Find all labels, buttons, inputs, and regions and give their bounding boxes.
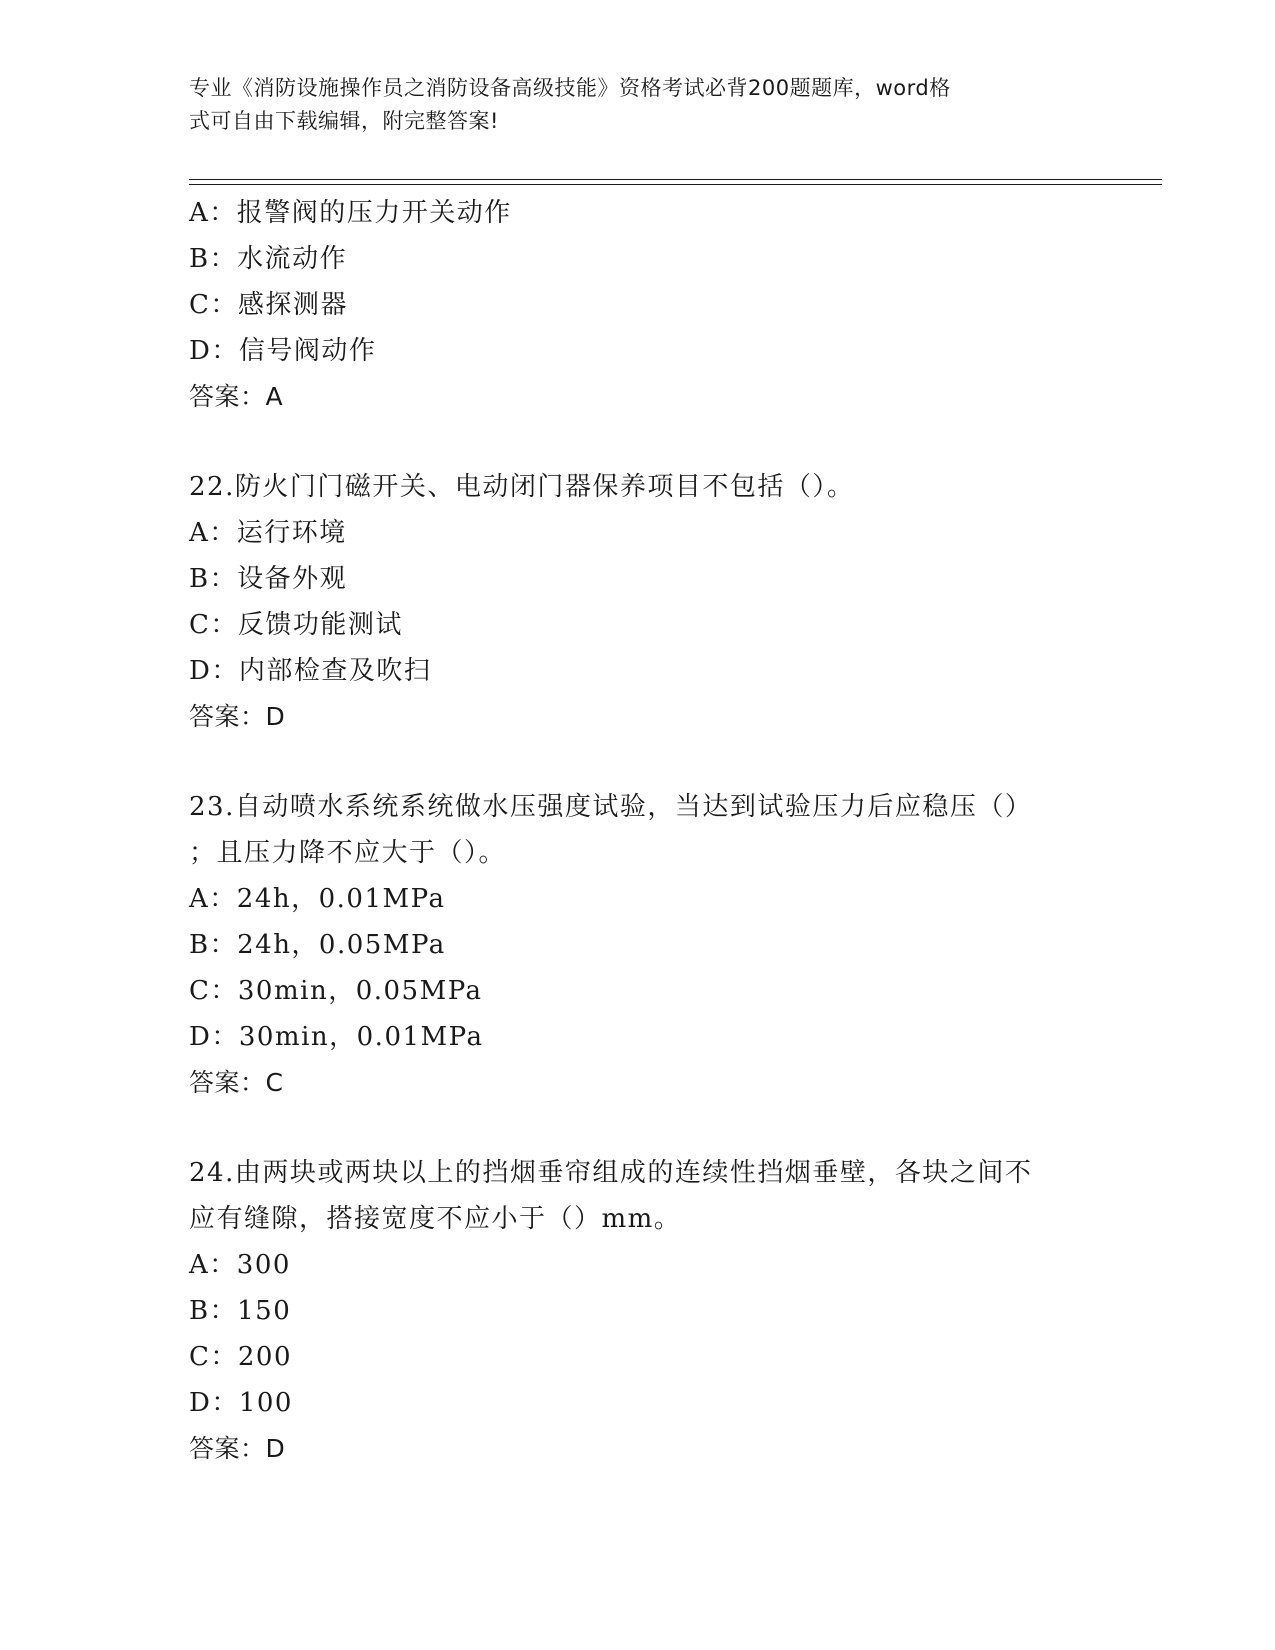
option-b: B：150 [189,1296,292,1326]
question-24 [189,1150,1089,1472]
option-a: A：运行环境 [189,518,347,548]
answer: 答案：A [189,382,284,411]
question-stem-continued: 应有缝隙，搭接宽度不应小于（）mm。 [189,1204,682,1234]
option-c: C：30min，0.05MPa [189,976,483,1006]
header-divider-bottom [189,184,1162,185]
option-c: C：感探测器 [189,290,348,320]
question-stem: 24.由两块或两块以上的挡烟垂帘组成的连续性挡烟垂壁，各块之间不 [189,1158,1033,1188]
question-stem: 23.自动喷水系统系统做水压强度试验，当达到试验压力后应稳压（） [189,792,1033,822]
option-b: B：水流动作 [189,244,348,274]
option-c: C：反馈功能测试 [189,610,403,640]
answer: 答案：D [189,702,286,731]
document-header [189,72,1069,138]
option-a: A：24h，0.01MPa [189,884,446,914]
header-line-2: 式可自由下载编辑，附完整答案! [189,109,499,133]
question-22 [189,464,1089,740]
option-b: B：24h，0.05MPa [189,930,446,960]
answer: 答案：D [189,1434,286,1463]
question-23 [189,784,1089,1106]
option-a: A：300 [189,1250,291,1280]
header-divider-top [189,179,1162,180]
question-21 [189,190,1089,420]
option-d: D：100 [189,1388,293,1418]
option-d: D：30min，0.01MPa [189,1022,484,1052]
answer: 答案：C [189,1068,284,1097]
option-d: D：信号阀动作 [189,336,377,366]
question-stem-continued: ；且压力降不应大于（）。 [189,838,507,868]
question-list [189,190,1089,1472]
question-stem: 22.防火门门磁开关、电动闭门器保养项目不包括（）。 [189,472,855,502]
header-line-1: 专业《消防设施操作员之消防设备高级技能》资格考试必背200题题库，word格 [189,76,951,100]
option-b: B：设备外观 [189,564,348,594]
option-d: D：内部检查及吹扫 [189,656,432,686]
option-a: A：报警阀的压力开关动作 [189,198,512,228]
option-c: C：200 [189,1342,293,1372]
